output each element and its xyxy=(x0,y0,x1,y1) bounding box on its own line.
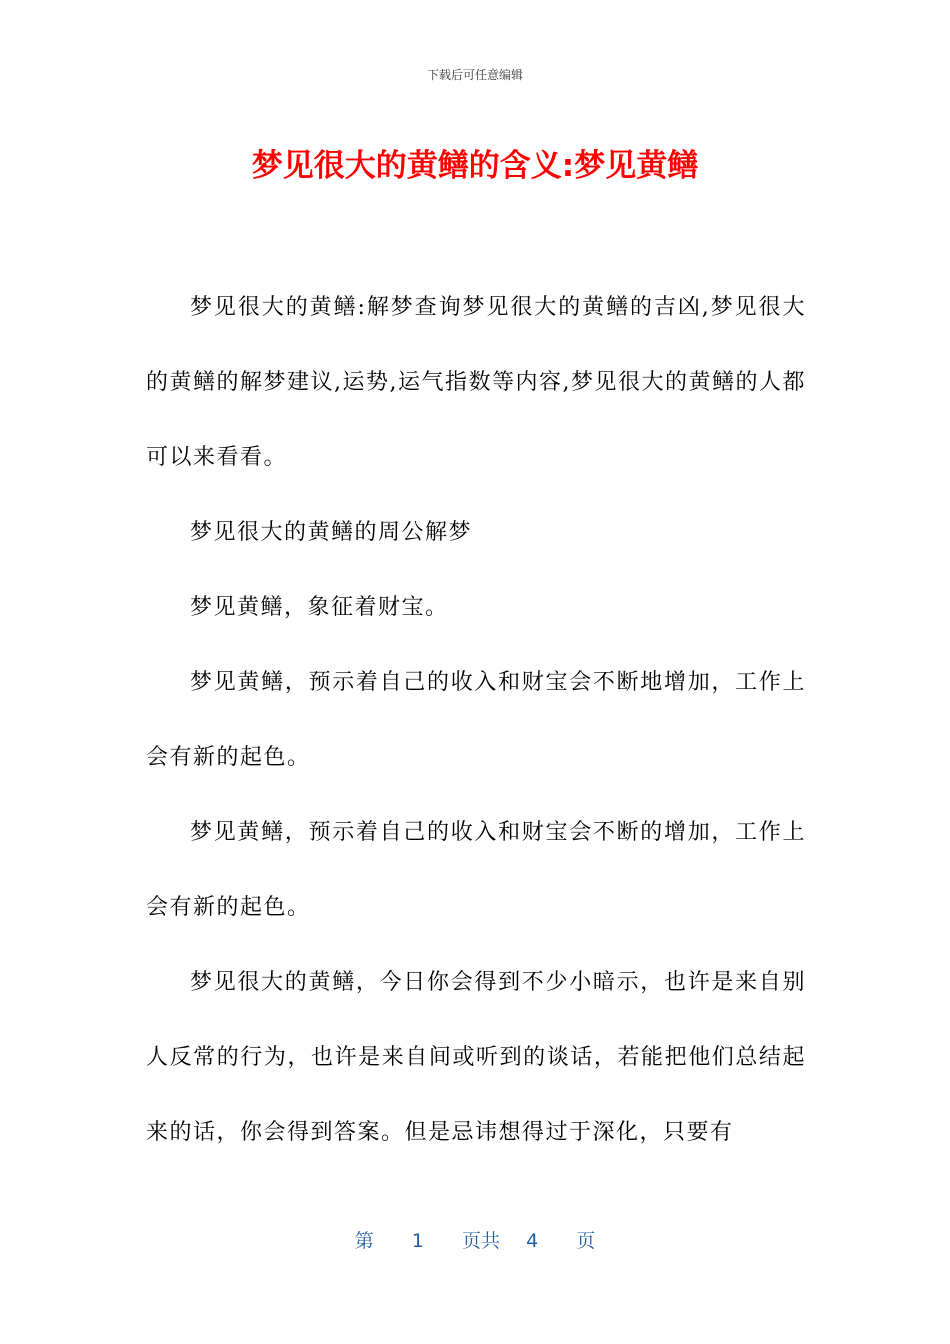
footer-suffix: 页 xyxy=(576,1230,596,1252)
footer-total-pages: 4 xyxy=(526,1230,539,1252)
paragraph-hints: 梦见很大的黄鳝，今日你会得到不少小暗示，也许是来自别人反常的行为，也许是来自间或听到的谈话，若能把他们总结起来的话，你会得到答案。但是忌讳想得过于深化，只要有 xyxy=(146,970,806,1145)
page-footer xyxy=(0,1226,950,1253)
paragraph-section-heading: 梦见很大的黄鳝的周公解梦 xyxy=(190,520,473,545)
paragraph-income-2: 梦见黄鳝，预示着自己的收入和财宝会不断的增加，工作上会有新的起色。 xyxy=(146,820,806,920)
footer-prefix: 第 xyxy=(354,1230,374,1252)
footer-middle: 页共 xyxy=(461,1230,500,1252)
paragraph-intro: 梦见很大的黄鳝:解梦查询梦见很大的黄鳝的吉凶,梦见很大的黄鳝的解梦建议,运势,运气指数等内容,梦见很大的黄鳝的人都可以来看看。 xyxy=(146,295,806,470)
paragraph-meaning: 梦见黄鳝，象征着财宝。 xyxy=(190,595,449,620)
header-note: 下载后可任意编辑 xyxy=(426,68,523,82)
footer-current-page: 1 xyxy=(411,1230,424,1252)
paragraph-income-1: 梦见黄鳝，预示着自己的收入和财宝会不断地增加，工作上会有新的起色。 xyxy=(146,670,806,770)
document-body xyxy=(146,270,806,1170)
document-title: 梦见很大的黄鳝的含义:梦见黄鳝 xyxy=(251,148,699,184)
